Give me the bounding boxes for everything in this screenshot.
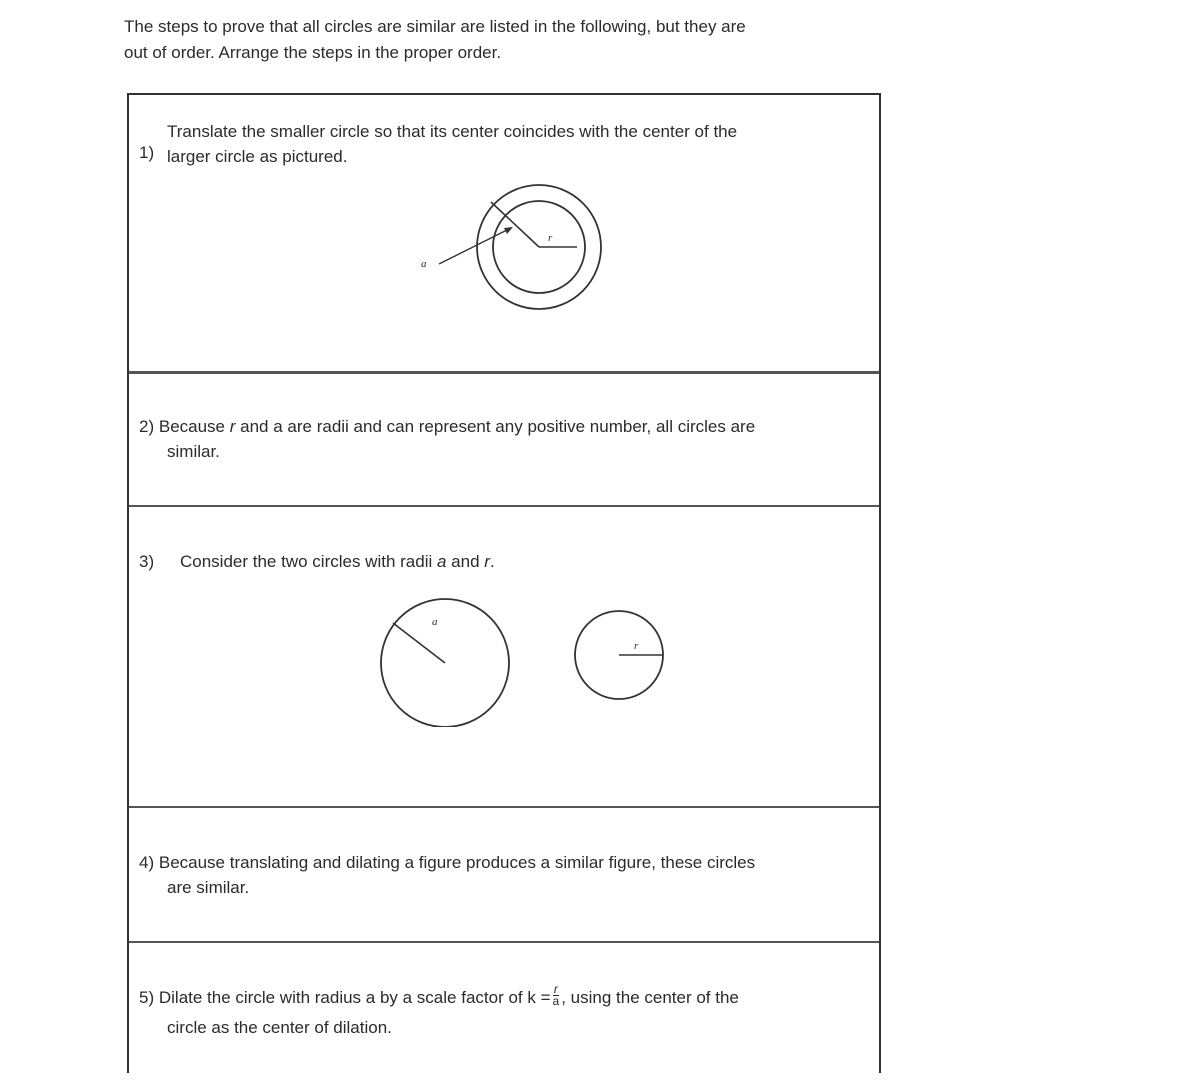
step-1-number: 1) [139, 143, 155, 162]
step-1-line-1: Translate the smaller circle so that its center coincides with the center of the [167, 122, 738, 141]
step-2-line-1: 2) Because r and a are radii and can represent any positive number, all circles are [139, 417, 756, 436]
instructions-line-1: The steps to prove that all circles are similar are listed in the following, but they are [124, 17, 746, 36]
fraction-numerator: r [553, 982, 558, 997]
label-a: a [432, 616, 438, 628]
step-5-line-2: circle as the center of dilation. [167, 1018, 392, 1037]
radius-a-line [393, 623, 445, 663]
concentric-circles-diagram [409, 175, 609, 320]
fraction-denominator: a [552, 994, 560, 1009]
label-a: a [421, 258, 427, 270]
step-5-cell [129, 943, 879, 1083]
step-2-var-r: r [229, 417, 236, 436]
step-2-number: 2) [139, 417, 155, 436]
step-3-text: Consider the two circles with radii a and r. [180, 552, 495, 571]
step-5-line-1: 5) Dilate the circle with radius a by a scale factor of k = $\frac{r}{a}$ , using the center of the [139, 982, 739, 1009]
steps-table [127, 93, 881, 1073]
step-4-line-1: 4) Because translating and dilating a figure produces a similar figure, these circles [139, 853, 756, 872]
step-2-text [139, 414, 755, 464]
step-4-line-2: are similar. [167, 878, 250, 897]
two-circles-diagram [369, 597, 679, 727]
step-3-var-r: r [484, 552, 490, 571]
instructions-line-2: out of order. Arrange the steps in the proper order. [124, 43, 502, 62]
step-3-cell [129, 507, 879, 808]
label-r: r [634, 640, 639, 652]
step-5-number: 5) [139, 988, 155, 1007]
pointer-arrowhead [504, 227, 513, 234]
step-4-text [139, 850, 755, 900]
step-2-cell [129, 374, 879, 507]
step-1-line-2: larger circle as pictured. [167, 147, 348, 166]
step-1-text [167, 119, 737, 169]
step-4-cell [129, 808, 879, 943]
label-r: r [548, 232, 553, 244]
step-5-text [139, 983, 739, 1043]
instructions [124, 14, 884, 66]
step-1-cell [129, 95, 879, 374]
step-3-var-a: a [436, 552, 447, 571]
step-4-number: 4) [139, 853, 155, 872]
step-2-line-2: similar. [167, 442, 220, 461]
pointer-line [439, 229, 509, 264]
scale-factor-fraction [553, 984, 560, 1007]
step-3-number: 3) [139, 552, 155, 571]
